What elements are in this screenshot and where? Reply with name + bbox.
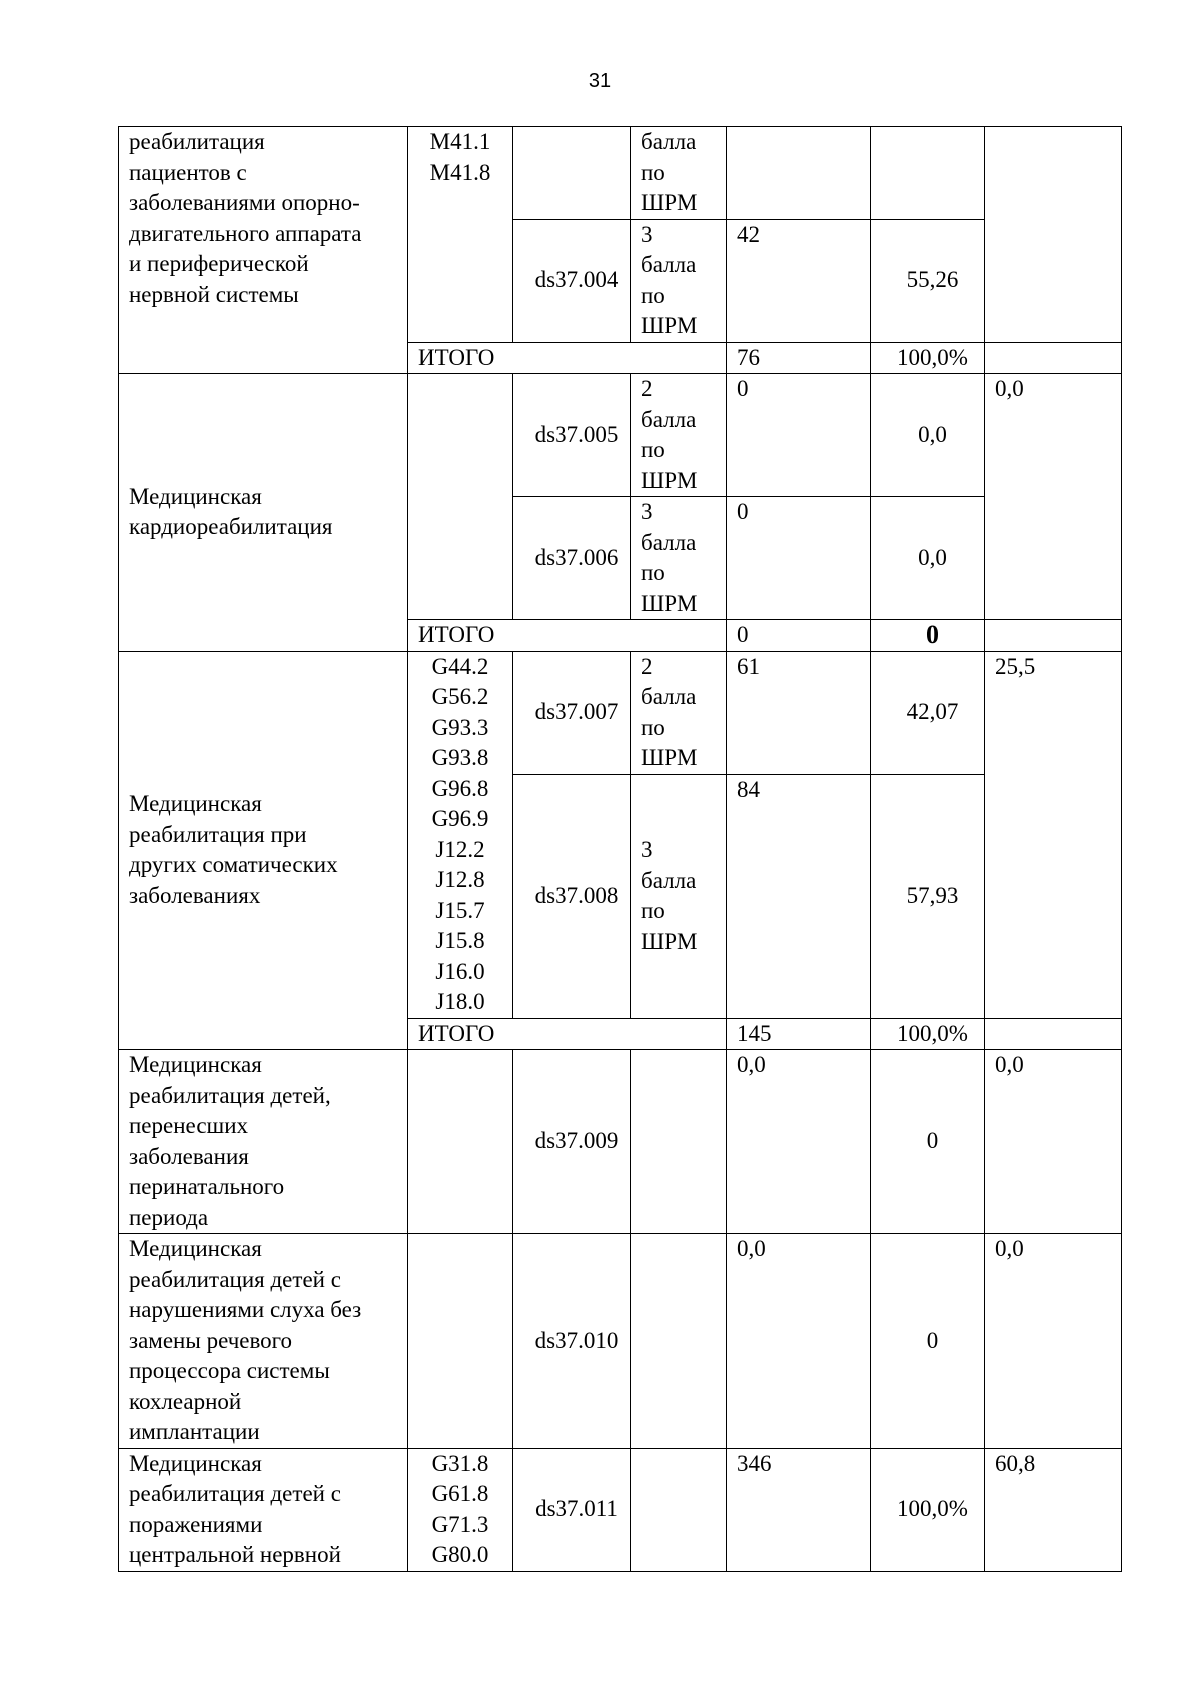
criterion-cell: 2 балла по ШРМ [631, 374, 727, 497]
diagnosis-codes-cell: M41.1 M41.8 [408, 127, 513, 343]
total-count: 0 [727, 620, 871, 652]
profile-cell-empty [119, 342, 408, 374]
total-label: ИТОГО [408, 1018, 727, 1050]
table-row [119, 651, 1122, 774]
total-count: 145 [727, 1018, 871, 1050]
criterion-cell: 3 балла по ШРМ [631, 497, 727, 620]
total-label: ИТОГО [408, 620, 727, 652]
code-cell: ds37.010 [513, 1234, 631, 1449]
profile-cell: Медицинская реабилитация при других соматических заболеваниях [119, 651, 408, 1050]
total-label: ИТОГО [408, 342, 727, 374]
extra-cell: 0,0 [985, 1050, 1122, 1234]
share-cell: 100,0% [871, 1448, 985, 1571]
share-cell: 0,0 [871, 497, 985, 620]
share-cell: 0 [871, 1050, 985, 1234]
table-row [119, 1234, 1122, 1449]
profile-cell: реабилитация пациентов с заболеваниями опорно- двигательного аппарата и периферической нервной системы [119, 127, 408, 343]
table-row [119, 1448, 1122, 1571]
criterion-cell [631, 1448, 727, 1571]
share-cell: 57,93 [871, 774, 985, 1018]
code-cell: ds37.008 [513, 774, 631, 1018]
total-count: 76 [727, 342, 871, 374]
diagnosis-codes-cell [408, 374, 513, 620]
criterion-cell [631, 1050, 727, 1234]
profile-cell: Медицинская реабилитация детей с поражениями центральной нервной [119, 1448, 408, 1571]
page-number: 31 [588, 70, 612, 92]
code-cell: ds37.006 [513, 497, 631, 620]
profile-cell: Медицинская кардиореабилитация [119, 374, 408, 652]
criterion-cell: 3 балла по ШРМ [631, 219, 727, 342]
code-cell [513, 127, 631, 220]
table-row [119, 374, 1122, 497]
count-cell: 0 [727, 374, 871, 497]
criterion-cell: 2 балла по ШРМ [631, 651, 727, 774]
diagnosis-codes-cell: G44.2 G56.2 G93.3 G93.8 G96.8 G96.9 J12.2 J12.8 J15.7 J15.8 J16.0 J18.0 [408, 651, 513, 1018]
code-cell: ds37.007 [513, 651, 631, 774]
total-share: 0 [871, 620, 985, 652]
count-cell: 0,0 [727, 1234, 871, 1449]
extra-cell: 60,8 [985, 1448, 1122, 1571]
share-cell: 0,0 [871, 374, 985, 497]
count-cell [727, 127, 871, 220]
profile-cell: Медицинская реабилитация детей с нарушениями слуха без замены речевого процессора системы кохлеарной имплантации [119, 1234, 408, 1449]
criterion-cell [631, 1234, 727, 1449]
extra-cell: 25,5 [985, 651, 1122, 1018]
diagnosis-codes-cell: G31.8 G61.8 G71.3 G80.0 [408, 1448, 513, 1571]
rehabilitation-table [118, 126, 1122, 1572]
extra-cell-empty [985, 620, 1122, 652]
total-row [119, 342, 1122, 374]
share-cell: 55,26 [871, 219, 985, 342]
table-row [119, 1050, 1122, 1234]
extra-cell: 0,0 [985, 374, 1122, 620]
code-cell: ds37.009 [513, 1050, 631, 1234]
share-cell: 42,07 [871, 651, 985, 774]
share-cell [871, 127, 985, 220]
diagnosis-codes-cell [408, 1234, 513, 1449]
count-cell: 61 [727, 651, 871, 774]
criterion-cell: 3 балла по ШРМ [631, 774, 727, 1018]
extra-cell [985, 127, 1122, 343]
extra-cell-empty [985, 1018, 1122, 1050]
share-cell: 0 [871, 1234, 985, 1449]
table-row [119, 127, 1122, 220]
total-share: 100,0% [871, 342, 985, 374]
profile-cell: Медицинская реабилитация детей, перенесших заболевания перинатального периода [119, 1050, 408, 1234]
extra-cell: 0,0 [985, 1234, 1122, 1449]
count-cell: 0,0 [727, 1050, 871, 1234]
diagnosis-codes-cell [408, 1050, 513, 1234]
criterion-cell: балла по ШРМ [631, 127, 727, 220]
code-cell: ds37.011 [513, 1448, 631, 1571]
total-share: 100,0% [871, 1018, 985, 1050]
count-cell: 42 [727, 219, 871, 342]
count-cell: 84 [727, 774, 871, 1018]
count-cell: 346 [727, 1448, 871, 1571]
count-cell: 0 [727, 497, 871, 620]
code-cell: ds37.004 [513, 219, 631, 342]
extra-cell-empty [985, 342, 1122, 374]
code-cell: ds37.005 [513, 374, 631, 497]
